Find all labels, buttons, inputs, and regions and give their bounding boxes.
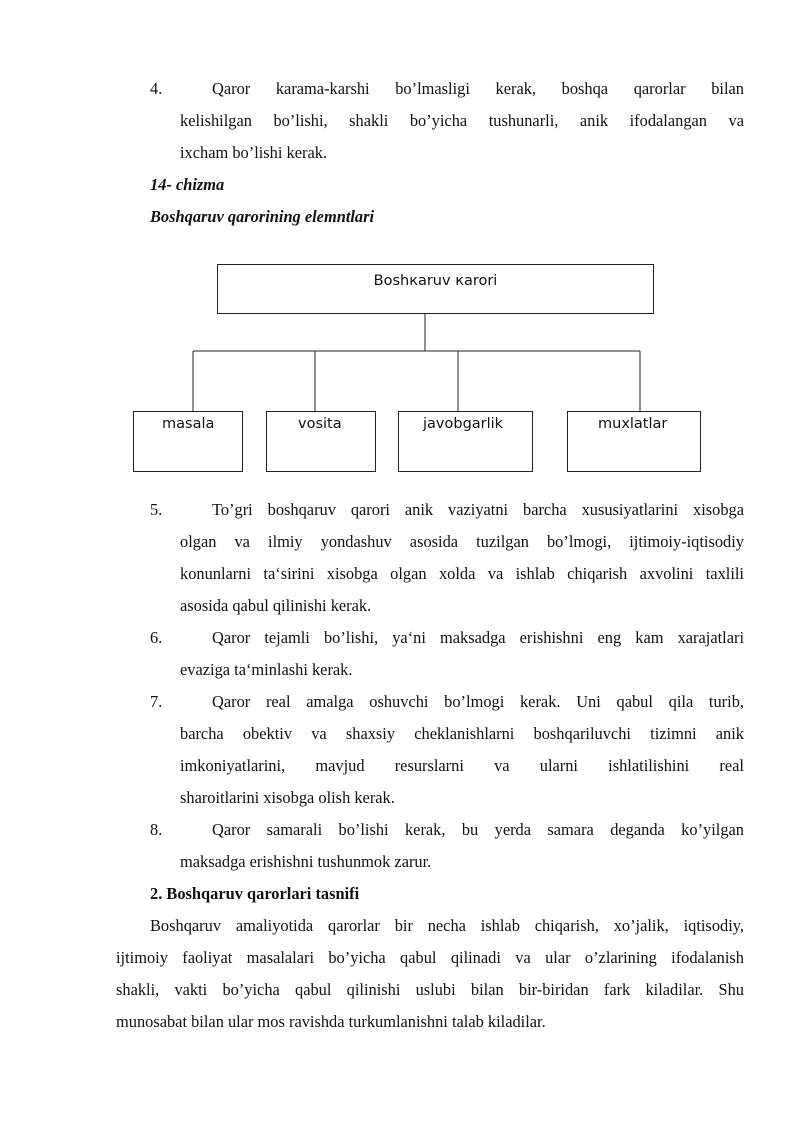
item-6-number: 6. — [150, 628, 163, 647]
figure-caption: Boshqaruv qarorining elemntlari — [150, 207, 375, 226]
org-chart-node-label: vosita — [298, 416, 342, 432]
paragraph-line-4: munosabat bilan ular mos ravishda turkumlanishni talab kiladilar. — [116, 1012, 546, 1031]
item-5-line-1: To’gri boshqaruv qarori anik vaziyatni barcha xususiyatlarini xisobga — [212, 500, 744, 519]
item-7-number: 7. — [150, 692, 163, 711]
item-4-line-1: Qaror karama-karshi bo’lmasligi kerak, boshqa qarorlar bilan — [212, 79, 744, 98]
item-5-number: 5. — [150, 500, 163, 519]
item-7-line-3: imkoniyatlarini, mavjud resurslarni va ularni ishlatilishini real — [180, 756, 744, 775]
item-5-line-4: asosida qabul qilinishi kerak. — [180, 596, 372, 615]
item-8-number: 8. — [150, 820, 163, 839]
item-8-line-1: Qaror samarali bo’lishi kerak, bu yerda samara deganda ko’yilgan — [212, 820, 744, 839]
org-chart-node-vosita — [266, 411, 376, 472]
item-7-line-4: sharoitlarini xisobga olish kerak. — [180, 788, 395, 807]
item-6-line-2: evaziga ta‘minlashi kerak. — [180, 660, 353, 679]
paragraph-line-1: Boshqaruv amaliyotida qarorlar bir necha ishlab chiqarish, xo’jalik, iqtisodiy, — [150, 916, 744, 935]
item-7-line-1: Qaror real amalga oshuvchi bo’lmogi kerak. Uni qabul qila turib, — [212, 692, 744, 711]
org-chart-root-box — [217, 264, 654, 314]
item-4-line-2: kelishilgan bo’lishi, shakli bo’yicha tushunarli, anik ifodalangan va — [180, 111, 744, 130]
org-chart-node-label: javobgarlik — [423, 416, 504, 432]
org-chart-node-masala — [133, 411, 243, 472]
item-7-line-2: barcha obektiv va shaxsiy cheklanishlarni boshqariluvchi tizimni anik — [180, 724, 744, 743]
item-5-line-2: olgan va ilmiy yondashuv asosida tuzilgan bo’lmogi, ijtimoiy-iqtisodiy — [180, 532, 744, 551]
item-6-line-1: Qaror tejamli bo’lishi, ya‘ni maksadga erishishni eng kam xarajatlari — [212, 628, 744, 647]
org-chart-node-label: muxlatlar — [598, 416, 668, 432]
org-chart-node-javobgarlik — [398, 411, 533, 472]
item-4-line-3: ixcham bo’lishi kerak. — [180, 143, 328, 162]
item-4-number: 4. — [150, 79, 163, 98]
org-chart-root-label: Boshкaruv кarori — [373, 273, 498, 289]
item-5-line-3: konunlarni ta‘sirini xisobga olgan xolda va ishlab chiqarish axvolini taxlili — [180, 564, 744, 583]
org-chart-node-label: masala — [162, 416, 215, 432]
paragraph-line-2: ijtimoiy faoliyat masalalari bo’yicha qabul qilinadi va ular o’zlarining ifodalanish — [116, 948, 744, 967]
section-heading: 2. Boshqaruv qarorlari tasnifi — [150, 884, 360, 903]
figure-label: 14- chizma — [150, 175, 225, 194]
org-chart-node-muxlatlar — [567, 411, 701, 472]
item-8-line-2: maksadga erishishni tushunmok zarur. — [180, 852, 432, 871]
paragraph-line-3: shakli, vakti bo’yicha qabul qilinishi uslubi bilan bir-biridan fark kiladilar. Shu — [116, 980, 744, 999]
